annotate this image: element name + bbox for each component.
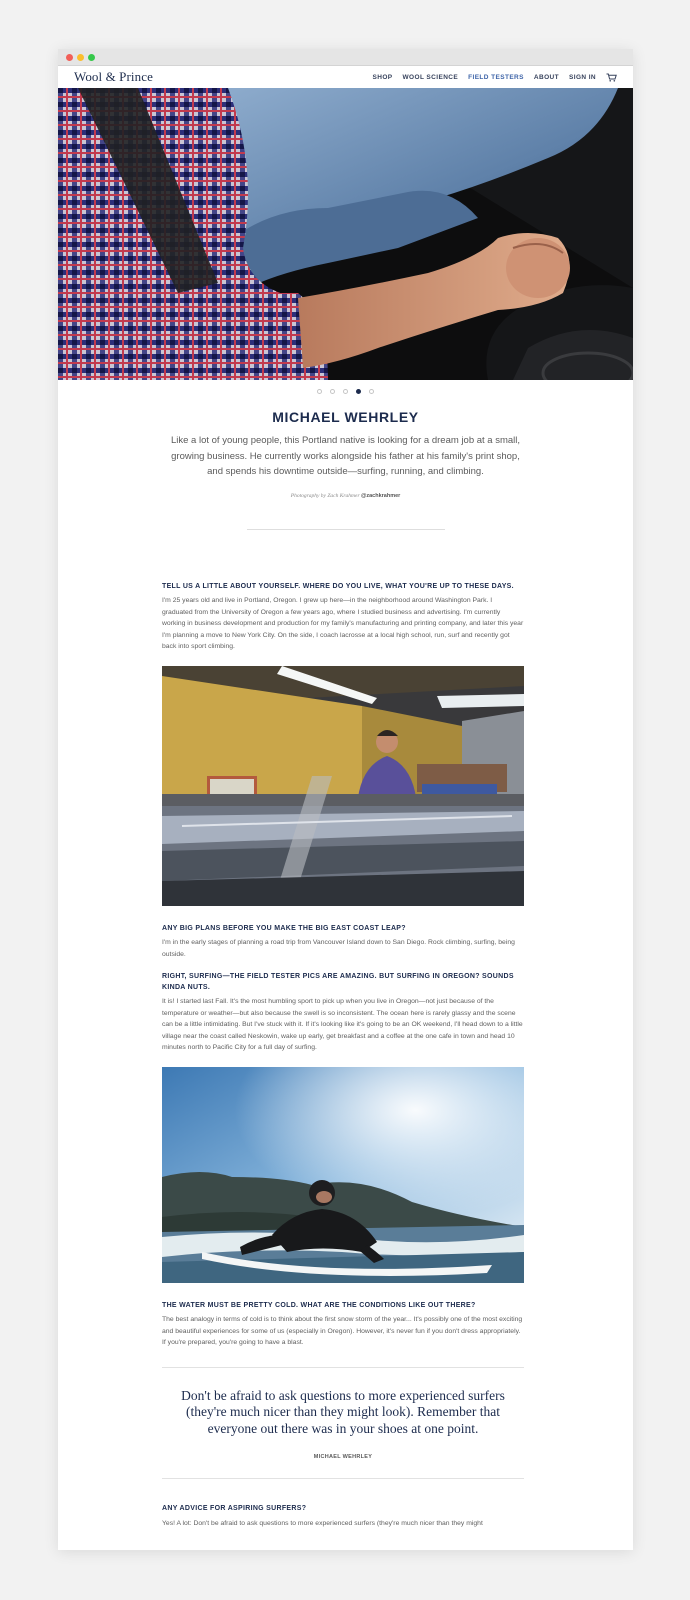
site-logo[interactable]: Wool & Prince xyxy=(74,69,153,84)
carousel-dot[interactable] xyxy=(317,389,322,394)
profile-intro: Like a lot of young people, this Portland native is looking for a dream job at a small, growing business. He currently works alongside his father at his family's print shop, and spends his downtime outside—surfing, running, and climbing. xyxy=(170,435,521,477)
hero-image xyxy=(58,88,633,380)
nav-shop[interactable]: SHOP xyxy=(372,74,393,81)
nav-about[interactable]: ABOUT xyxy=(533,74,559,81)
question: ANY BIG PLANS BEFORE YOU MAKE THE BIG EAST COAST LEAP? xyxy=(162,924,406,932)
carousel-dots xyxy=(58,389,633,397)
photo-credit-text: Photography by Zach Krahmer xyxy=(290,492,360,499)
pull-quote-author: MICHAEL WEHRLEY xyxy=(313,1454,373,1460)
divider xyxy=(162,1367,524,1368)
minimize-window-button[interactable] xyxy=(77,54,84,61)
maximize-window-button[interactable] xyxy=(88,54,95,61)
answer: It is! I started last Fall. It's the most humbling sport to pick up when you live in Oregon—not just because of the temperature or weather—but also because the swell is so inconsistent. The ocean here is rarely glassy and the scene can be a little intimidating. But I've stuck with it. If it's looking like it's going to be an OK weekend, I'll head down to a little village near the coast called Neskowin, wake up early, get breakfast and a coffee at the one cafe in town and head 10 minutes north to Pacific City for a full day of surfing. xyxy=(162,998,523,1051)
window-chrome xyxy=(58,49,633,66)
divider xyxy=(162,1478,524,1479)
site-header xyxy=(58,66,633,88)
carousel-dot[interactable] xyxy=(343,389,348,394)
answer: I'm in the early stages of planning a road trip from Vancouver Island down to San Diego. Rock climbing, surfing, being outside. xyxy=(162,939,515,958)
pull-quote: Don't be afraid to ask questions to more experienced surfers (they're much nicer than they might look). Remember that everyone out there was in your shoes at one point. xyxy=(181,1387,505,1436)
nav-wool-science[interactable]: WOOL SCIENCE xyxy=(402,74,459,81)
photo-credit xyxy=(58,493,633,499)
answer: I'm 25 years old and live in Portland, Oregon. I grew up here—in the neighborhood around Washington Park. I graduated from the University of Oregon a few years ago, where I studied business and advertising. I'm currently working in business development and production for my family's manufacturing and printing company, and later this year I'm planning a move to New York City. On the side, I coach lacrosse at a local high school, run, surf and recently got back into sport climbing. xyxy=(162,597,524,650)
answer: Yes! A lot: Don't be afraid to ask questions to more experienced surfers (they're much nicer than they might xyxy=(162,1519,483,1527)
profile-name: MICHAEL WEHRLEY xyxy=(272,409,419,425)
interview-article xyxy=(162,582,524,1530)
question: TELL US A LITTLE ABOUT YOURSELF. WHERE DO YOU LIVE, WHAT YOU'RE UP TO THESE DAYS. xyxy=(162,582,514,590)
cart-icon[interactable] xyxy=(606,73,617,82)
nav-field-testers[interactable]: FIELD TESTERS xyxy=(468,74,524,81)
carousel-dot[interactable] xyxy=(330,389,335,394)
answer: The best analogy in terms of cold is to think about the first snow storm of the year... It's possibly one of the most exciting and beautiful experiences for some of us (especially in Oregon). However, it's never fun if you don't dress appropriately. If you're prepared, you're going to have a blast. xyxy=(162,1316,523,1346)
question: RIGHT, SURFING—THE FIELD TESTER PICS ARE AMAZING. BUT SURFING IN OREGON? SOUNDS KINDA NUTS. xyxy=(162,973,514,991)
question: ANY ADVICE FOR ASPIRING SURFERS? xyxy=(162,1505,307,1512)
close-window-button[interactable] xyxy=(66,54,73,61)
print-shop-photo xyxy=(162,666,524,906)
carousel-dot-active[interactable] xyxy=(356,389,361,394)
surfing-photo xyxy=(162,1067,524,1283)
question: THE WATER MUST BE PRETTY COLD. WHAT ARE THE CONDITIONS LIKE OUT THERE? xyxy=(162,1301,476,1309)
carousel-dot[interactable] xyxy=(369,389,374,394)
divider xyxy=(247,529,445,530)
main-nav xyxy=(362,73,617,82)
hero-photo-driving xyxy=(58,88,633,380)
photographer-handle-link[interactable]: @zachkrahmer xyxy=(360,492,401,499)
nav-sign-in[interactable]: SIGN IN xyxy=(569,74,596,81)
browser-window xyxy=(58,49,633,1550)
